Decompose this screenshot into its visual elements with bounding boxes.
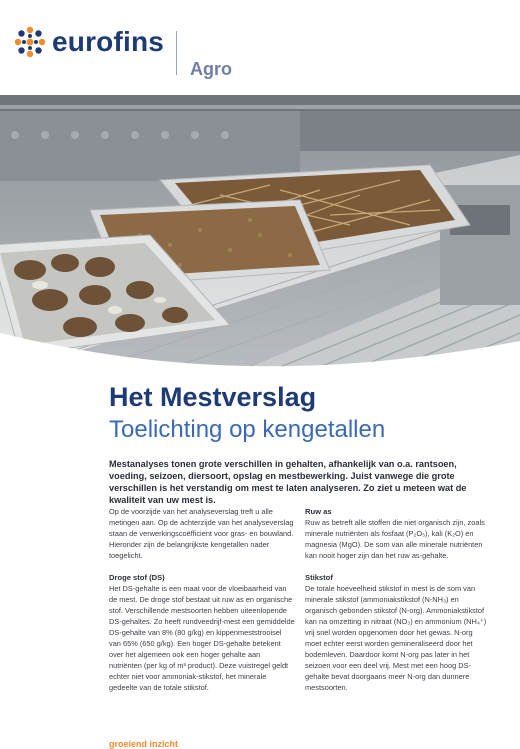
page-header: [0, 0, 520, 95]
eurofins-dots-icon: [14, 26, 46, 58]
left-column: [109, 506, 295, 693]
heading-stikstof: Stikstof: [305, 573, 333, 582]
page-title: Het Mestverslag: [109, 382, 317, 412]
right-column: [305, 506, 491, 693]
stikstof-paragraph: De totale hoeveelheid stikstof in mest is de som van minerale stikstof (ammoniakstikstof (N-NH₃) en organisch gebonden stikstof (N-org). Ammoniakstikstof kan na omzetting in nitraat (NO₃) en ammonium (NH₄⁺) vrij snel worden opgenomen door het gewas. N-org moet echter eerst worden gemineraliseerd door het bodemleven. Daardoor komt N-org pas later in het seizoen voor een deel vrij. Mest met een hoog DS-gehalte bevat doorgaans meer N-org dan dunnere mestsoorten.: [305, 584, 487, 692]
page-subtitle: Toelichting op kengetallen: [109, 416, 386, 443]
overview-paragraph: Op de voorzijde van het analyseverslag treft u alle metingen aan. Op de achterzijde van het analyseverslag staan de verwerkingscoëfficient voor gras- en bouwland. Hieronder zijn de belangrijkste kengetallen nader toegelicht.: [109, 507, 294, 560]
ruw-as-paragraph: Ruw as betreft alle stoffen die niet organisch zijn, zoals minerale nutriënten als fosfaat (P₂O₅), kali (K₂O) en magnesia (MgO). De som van alle minerale nutriënten kan nooit hoger zijn dan het ruw as-gehalte.: [305, 518, 485, 560]
intro-paragraph: Mestanalyses tonen grote verschillen in gehalten, afhankelijk van o.a. rantsoen, voeding, seizoen, diersoort, opslag en mestbewerking. Juist vanwege die grote verschillen is het verstandig om mest te laten analyseren. Zo ziet u meteen wat de kwaliteit van uw mest is.: [109, 459, 467, 505]
droge-stof-paragraph: Het DS-gehalte is een maat voor de vloeibaarheid van de mest. De droge stof bestaat uit ruw as en organische stof. Verschillende mestsoorten hebben uiteenlopende DS-gehaltes. Zo heeft rundveedrijf-mest een gemiddelde DS-gehalte van 8% (80 g/kg) en kippenmeststrooisel van 65% (650 g/kg). Een hoger DS-gehalte betekent over het algemeen ook een hoger gehalte aan nutriënten (per kg of m³ product). Deze vuistregel geldt echter niet voor ammoniak-stikstof, het minerale gedeelte van de totale stikstof.: [109, 584, 295, 692]
heading-droge-stof: Droge stof (DS): [109, 573, 165, 582]
footer-tagline: groeiend inzicht: [109, 739, 179, 749]
heading-ruw-as: Ruw as: [305, 507, 332, 516]
hero-photo: [0, 95, 520, 375]
eurofins-logo: [14, 26, 164, 58]
header-divider: [176, 31, 177, 75]
sector-label: Agro: [190, 59, 232, 79]
logo-wordmark: eurofins: [52, 26, 165, 57]
